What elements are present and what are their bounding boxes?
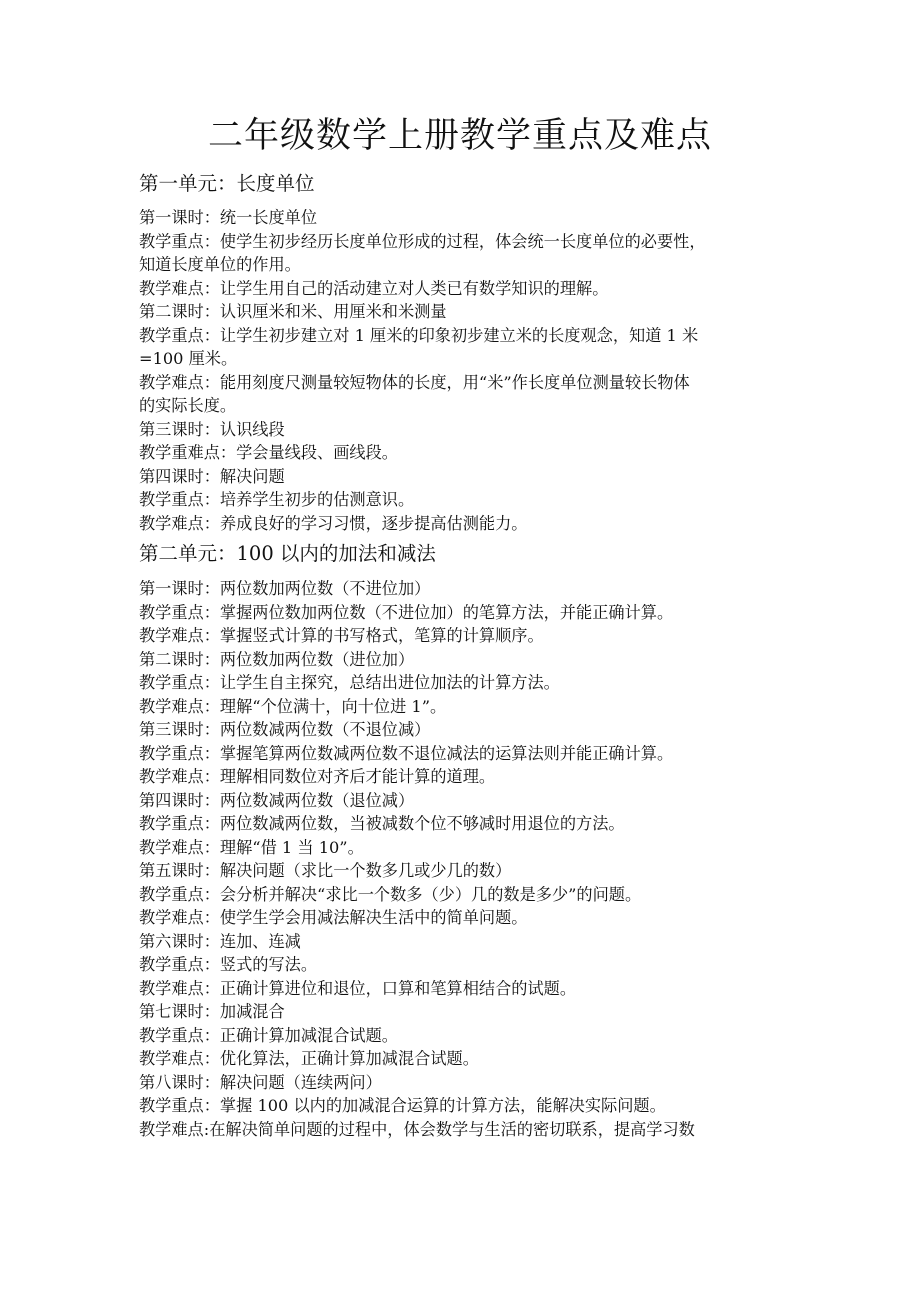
text-line: 教学难点：掌握竖式计算的书写格式，笔算的计算顺序。 <box>139 626 544 645</box>
text-line: 教学重点：使学生初步经历长度单位形成的过程，体会统一长度单位的必要性， <box>139 231 706 251</box>
text-line: 第五课时：解决问题（求比一个数多几或少几的数） <box>139 861 512 880</box>
text-line: 第二课时：两位数加两位数（进位加） <box>139 649 415 669</box>
text-line: 第二课时：认识厘米和米、用厘米和米测量 <box>139 302 447 321</box>
text-line: 第八课时：解决问题（连续两问） <box>139 1072 382 1092</box>
unit-2-section <box>139 577 789 1141</box>
text-line: 第四课时：解决问题 <box>139 466 285 486</box>
unit-1-section <box>139 206 789 535</box>
text-line: 教学重点：让学生自主探究，总结出进位加法的计算方法。 <box>139 673 560 692</box>
text-line: 教学难点：正确计算进位和退位，口算和笔算相结合的试题。 <box>139 978 577 998</box>
text-line: 教学难点：让学生用自己的活动建立对人类已有数学知识的理解。 <box>139 278 609 298</box>
text-line: 第一课时：统一长度单位 <box>139 208 318 227</box>
text-line: 的实际长度。 <box>139 396 237 415</box>
document-title: 二年级数学上册教学重点及难点 <box>207 116 712 156</box>
text-line: 教学难点：理解“借 1 当 10”。 <box>139 837 364 857</box>
text-line: 教学重点：两位数减两位数，当被减数个位不够减时用退位的方法。 <box>139 814 625 833</box>
text-line: 教学重难点：学会量线段、画线段。 <box>139 443 398 462</box>
text-line: 知道长度单位的作用。 <box>139 255 301 274</box>
document-body <box>139 166 789 1141</box>
text-line: =100 厘米。 <box>139 349 238 368</box>
text-line: 教学难点：理解“个位满十，向十位进 1”。 <box>139 696 447 716</box>
text-line: 教学难点：养成良好的学习习惯，逐步提高估测能力。 <box>139 513 528 533</box>
text-line: 教学难点：使学生学会用减法解决生活中的简单问题。 <box>139 908 528 927</box>
text-line: 教学难点：能用刻度尺测量较短物体的长度，用“米”作长度单位测量较长物体 <box>139 372 690 392</box>
text-line: 第三课时：认识线段 <box>139 419 285 439</box>
unit-1-heading: 第一单元：长度单位 <box>139 172 315 195</box>
text-line: 第七课时：加减混合 <box>139 1002 285 1021</box>
text-line: 教学难点：优化算法，正确计算加减混合试题。 <box>139 1049 479 1068</box>
text-line: 第一课时：两位数加两位数（不进位加） <box>139 579 431 598</box>
text-line: 第三课时：两位数减两位数（不退位减） <box>139 720 431 739</box>
text-line: 教学重点：竖式的写法。 <box>139 955 318 974</box>
text-line: 教学重点：正确计算加减混合试题。 <box>139 1025 398 1045</box>
text-line: 教学重点：培养学生初步的估测意识。 <box>139 490 415 509</box>
text-line: 教学重点：掌握笔算两位数减两位数不退位减法的运算法则并能正确计算。 <box>139 743 674 763</box>
text-line: 教学重点：掌握 100 以内的加减混合运算的计算方法，能解决实际问题。 <box>139 1096 666 1115</box>
text-line: 教学重点：会分析并解决“求比一个数多（少）几的数是多少”的问题。 <box>139 884 642 904</box>
text-line: 教学重点：让学生初步建立对 1 厘米的印象初步建立米的长度观念，知道 1 米 <box>139 325 699 345</box>
text-line: 教学难点:在解决简单问题的过程中，体会数学与生活的密切联系，提高学习数 <box>139 1119 695 1139</box>
text-line: 第六课时：连加、连减 <box>139 931 301 951</box>
text-line: 教学难点：理解相同数位对齐后才能计算的道理。 <box>139 767 496 786</box>
text-line: 教学重点：掌握两位数加两位数（不进位加）的笔算方法，并能正确计算。 <box>139 602 674 622</box>
unit-2-heading: 第二单元：100 以内的加法和减法 <box>139 542 436 565</box>
text-line: 第四课时：两位数减两位数（退位减） <box>139 790 415 810</box>
